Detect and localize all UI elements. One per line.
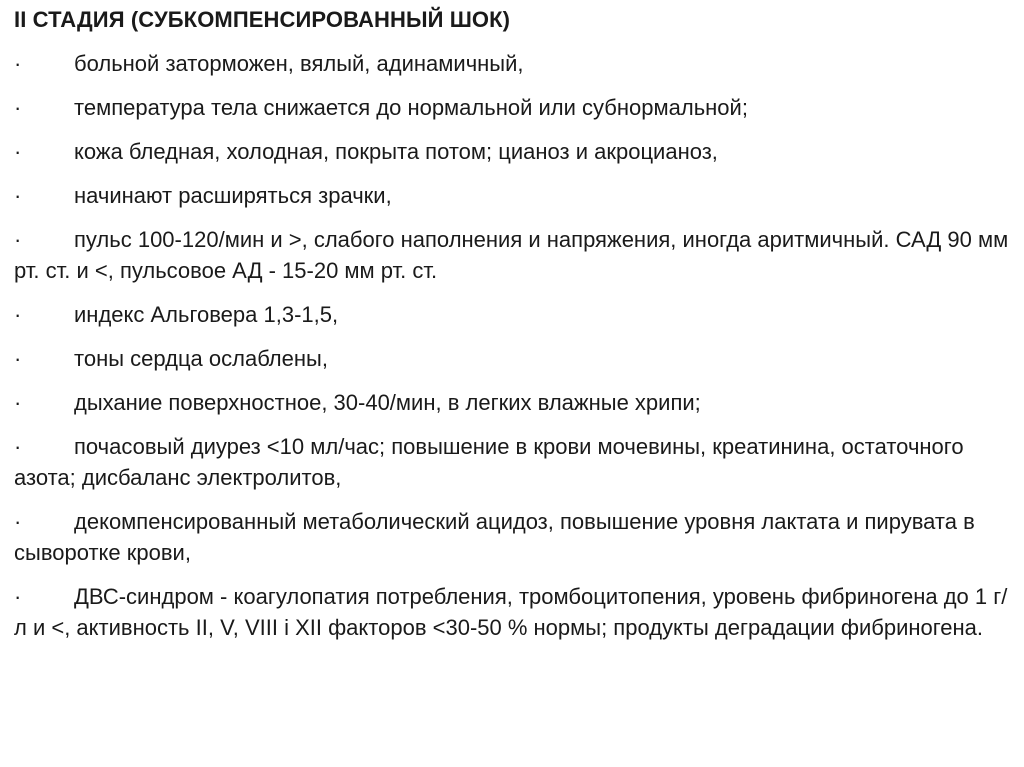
list-item-text: декомпенсированный метаболический ацидоз, повышение уровня лактата и пирувата в сыворотке крови, <box>14 509 975 565</box>
list-item-text: пульс 100-120/мин и >, слабого наполнения и напряжения, иногда аритмичный. САД 90 мм рт. ст. и <, пульсовое АД - 15-20 мм рт. ст. <box>14 227 1009 283</box>
list-item <box>14 224 1014 286</box>
list-item-text: температура тела снижается до нормальной или субнормальной; <box>74 95 748 120</box>
list-item <box>14 92 1014 123</box>
list-item <box>14 299 1014 330</box>
bullet-dot: · <box>14 302 22 327</box>
bullet-dot: · <box>14 584 22 609</box>
bullet-dot: · <box>14 139 22 164</box>
list-item-text: начинают расширяться зрачки, <box>74 183 392 208</box>
bullet-dot: · <box>14 434 22 459</box>
list-item-text: больной заторможен, вялый, адинамичный, <box>74 51 524 76</box>
list-item-text: ДВС-синдром - коагулопатия потребления, тромбоцитопения, уровень фибриногена до 1 г/л и <, активность II, V, VIII і XII факторов <30-50 % нормы; продукты деградации фибриногена. <box>14 584 1008 640</box>
slide-title: II СТАДИЯ (СУБКОМПЕНСИРОВАННЫЙ ШОК) <box>14 7 511 32</box>
list-item-text: тоны сердца ослаблены, <box>74 346 328 371</box>
list-item <box>14 136 1014 167</box>
bullet-dot: · <box>14 227 22 252</box>
bullet-dot: · <box>14 183 22 208</box>
list-item <box>14 506 1014 568</box>
slide-content <box>14 6 1014 656</box>
list-item-text: кожа бледная, холодная, покрыта потом; цианоз и акроцианоз, <box>74 139 718 164</box>
list-item <box>14 343 1014 374</box>
list-item <box>14 387 1014 418</box>
list-item <box>14 180 1014 211</box>
list-item <box>14 431 1014 493</box>
list-item-text: почасовый диурез <10 мл/час; повышение в крови мочевины, креатинина, остаточного азота; дисбаланс электролитов, <box>14 434 964 490</box>
list-item-text: индекс Альговера 1,3-1,5, <box>74 302 339 327</box>
bullet-dot: · <box>14 509 22 534</box>
bullet-dot: · <box>14 346 22 371</box>
list-item-text: дыхание поверхностное, 30-40/мин, в легких влажные хрипи; <box>74 390 701 415</box>
list-item <box>14 581 1014 643</box>
bullet-dot: · <box>14 95 22 120</box>
list-item <box>14 48 1014 79</box>
bullet-dot: · <box>14 51 22 76</box>
bullet-dot: · <box>14 390 22 415</box>
